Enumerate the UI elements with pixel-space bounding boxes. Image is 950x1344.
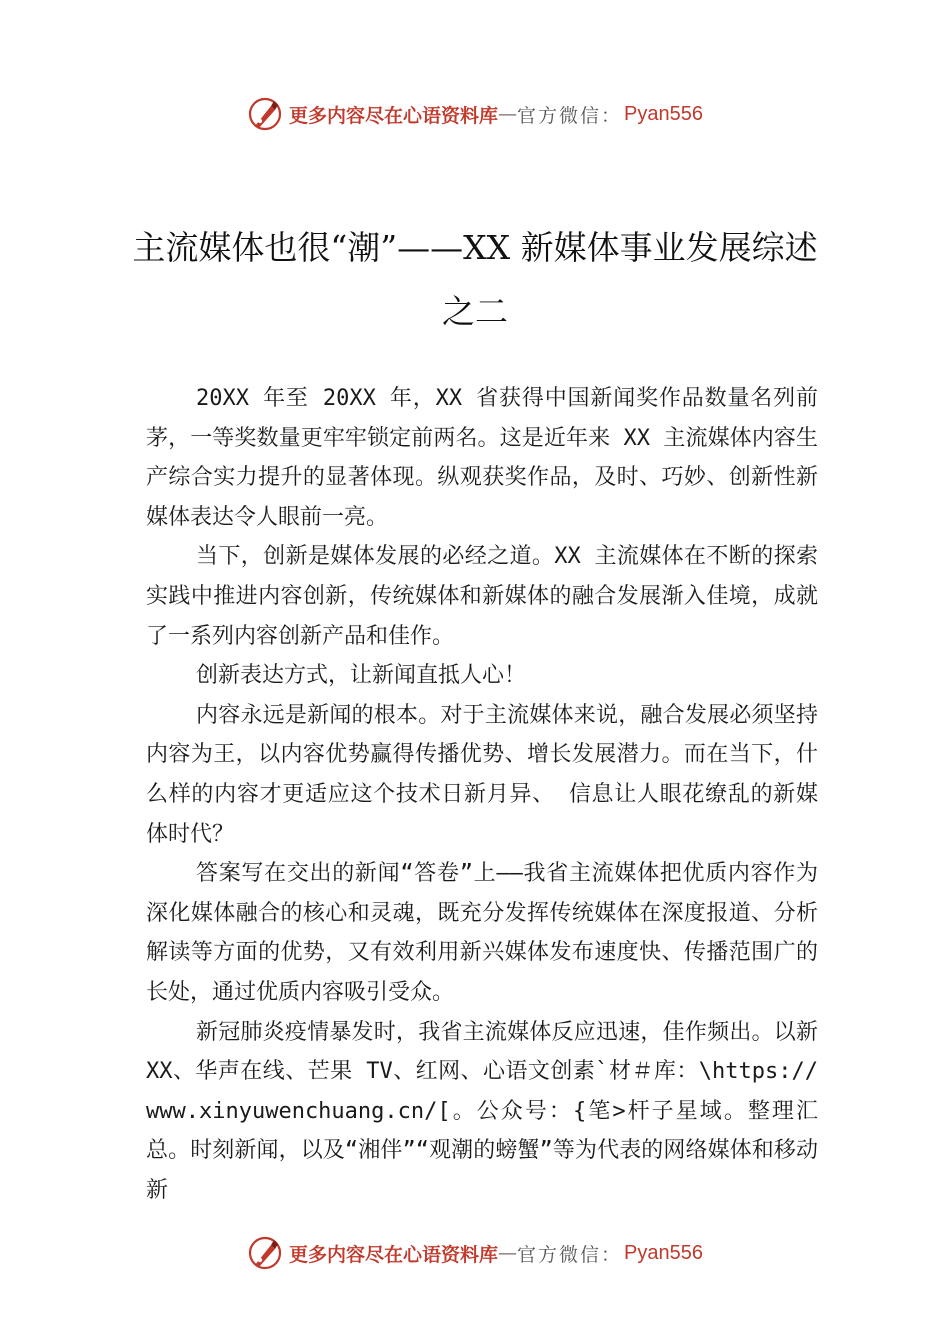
watermark-wechat-id: Pyan556: [624, 102, 703, 125]
paragraph: 20XX 年至 20XX 年，XX 省获得中国新闻奖作品数量名列前茅，一等奖数量更牢牢锁定前两名。这是近年来 XX 主流媒体内容生产综合实力提升的显著体现。纵观获奖作品，及时、巧妙、创新性新媒体表达令人眼前一亮。: [146, 386, 818, 530]
paragraph: 当下，创新是媒体发展的必经之道。XX 主流媒体在不断的探索实践中推进内容创新，传统媒体和新媒体的融合发展渐入佳境，成就了一系列内容创新产品和佳作。: [146, 544, 818, 649]
paragraph: 答案写在交出的新闻“答卷”上——我省主流媒体把优质内容作为深化媒体融合的核心和灵魂，既充分发挥传统媒体在深度报道、分析解读等方面的优势，又有效利用新兴媒体发布速度快、传播范围广的长处，通过优质内容吸引受众。: [146, 861, 818, 1005]
watermark-dash: —: [498, 1242, 518, 1264]
paragraph: 内容永远是新闻的根本。对于主流媒体来说，融合发展必须坚持内容为王，以内容优势赢得传播优势、增长发展潜力。而在当下，什么样的内容才更适应这个技术日新月异、 信息让人眼花缭乱的新媒体时代？: [146, 702, 818, 847]
pen-nib-seal-icon: [247, 96, 283, 132]
footer-watermark: [0, 1231, 950, 1275]
watermark-sub-text: 官方微信：: [517, 104, 623, 127]
article-body: [146, 379, 818, 1210]
paragraph: 新冠肺炎疫情暴发时，我省主流媒体反应迅速，佳作频出。以新 XX、华声在线、芒果 TV、红网、心语文创素`材＃库：\https://www.xinyuwenchuang.cn/[。公众号：{笔>杆子星域。整理汇总。时刻新闻，以及“湘伴”“观潮的螃蟹”等为代表的网络媒体和移动新: [146, 1019, 818, 1203]
watermark-main-text: 更多内容尽在心语资料库: [289, 1243, 499, 1266]
watermark-main-text: 更多内容尽在心语资料库: [289, 104, 499, 127]
article-title: 主流媒体也很“潮”——XX 新媒体事业发展综述之二: [132, 228, 818, 331]
header-watermark: [0, 92, 950, 136]
watermark-wechat-id: Pyan556: [624, 1241, 703, 1264]
watermark-sub-text: 官方微信：: [517, 1243, 623, 1266]
section-heading-paragraph: 创新表达方式，让新闻直抵人心！: [196, 663, 527, 689]
watermark-dash: —: [498, 103, 518, 125]
pen-nib-seal-icon: [247, 1235, 283, 1271]
